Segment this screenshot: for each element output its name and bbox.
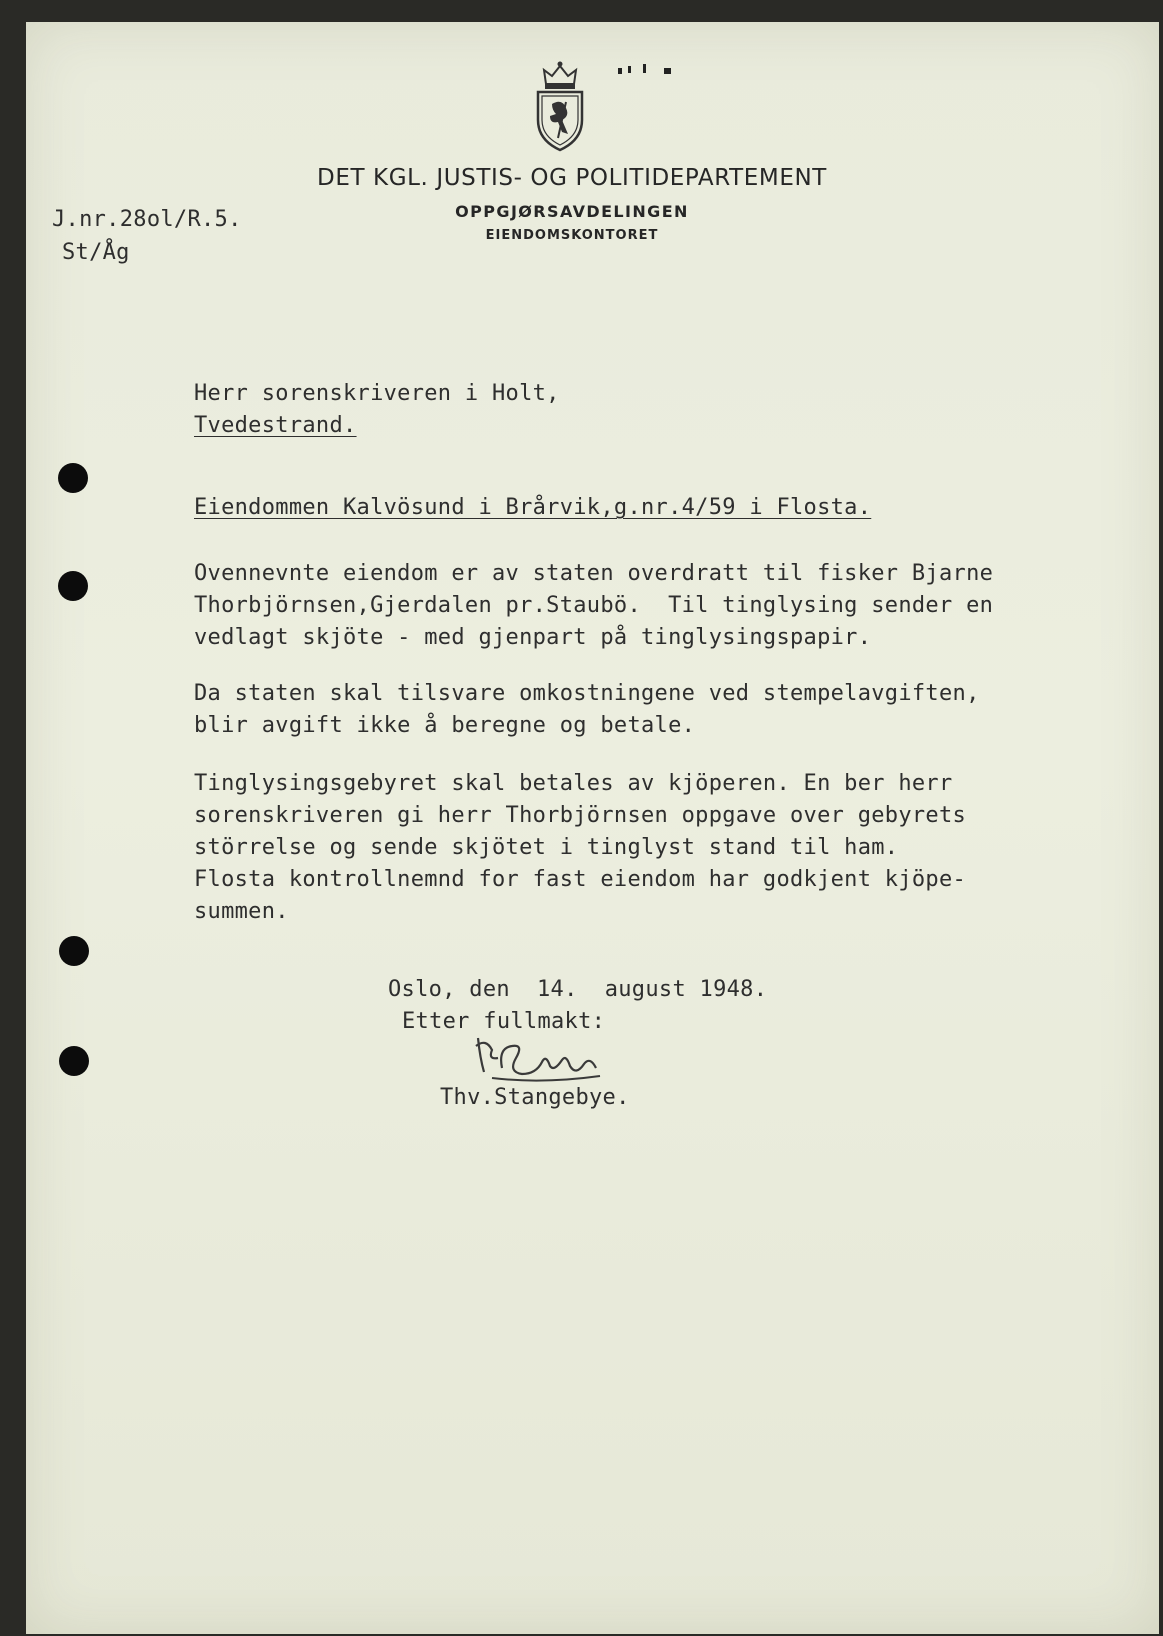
body-line: vedlagt skjöte - med gjenpart på tinglysingspapir.	[194, 625, 872, 650]
body-paragraph-1	[194, 558, 993, 654]
letterhead-department: DET KGL. JUSTIS- OG POLITIDEPARTEMENT	[317, 165, 827, 191]
body-line: Da staten skal tilsvare omkostningene ved stempelavgiften,	[194, 681, 980, 706]
body-line: blir avgift ikke å beregne og betale.	[194, 713, 696, 738]
recipient-line-2: Tvedestrand.	[194, 413, 357, 438]
body-line: Ovennevnte eiendom er av staten overdratt til fisker Bjarne	[194, 561, 994, 586]
subject-line: Eiendommen Kalvösund i Brårvik,g.nr.4/59 i Flosta.	[194, 495, 872, 520]
coat-of-arms-icon	[532, 58, 588, 152]
body-line: Flosta kontrollnemnd for fast eiendom har godkjent kjöpe-	[194, 867, 967, 892]
signatory-name: Thv.Stangebye.	[440, 1085, 630, 1110]
punch-hole	[58, 571, 88, 601]
body-line: sorenskriveren gi herr Thorbjörnsen oppgave over gebyrets	[194, 803, 967, 828]
body-line: summen.	[194, 899, 289, 924]
letter-page	[26, 22, 1159, 1634]
letterhead-division: OPPGJØRSAVDELINGEN	[455, 202, 689, 221]
journal-number: J.nr.28ol/R.5.	[52, 207, 242, 232]
punch-hole	[58, 463, 88, 493]
body-line: Tinglysingsgebyret skal betales av kjöperen. En ber herr	[194, 771, 953, 796]
body-line: Thorbjörnsen,Gjerdalen pr.Staubö. Til tinglysing sender en	[194, 593, 994, 618]
authority-line: Etter fullmakt:	[402, 1009, 606, 1034]
body-line: störrelse og sende skjötet i tinglyst stand til ham.	[194, 835, 899, 860]
date-line: Oslo, den 14. august 1948.	[388, 977, 768, 1002]
body-paragraph-3	[194, 768, 966, 928]
letterhead-office: EIENDOMSKONTORET	[485, 228, 659, 243]
recipient-line-1: Herr sorenskriveren i Holt,	[194, 381, 560, 406]
punch-hole	[59, 936, 89, 966]
punch-hole	[59, 1046, 89, 1076]
body-paragraph-2	[194, 678, 980, 742]
reference-initials: St/Åg	[62, 240, 130, 265]
handwritten-signature	[472, 1028, 612, 1088]
